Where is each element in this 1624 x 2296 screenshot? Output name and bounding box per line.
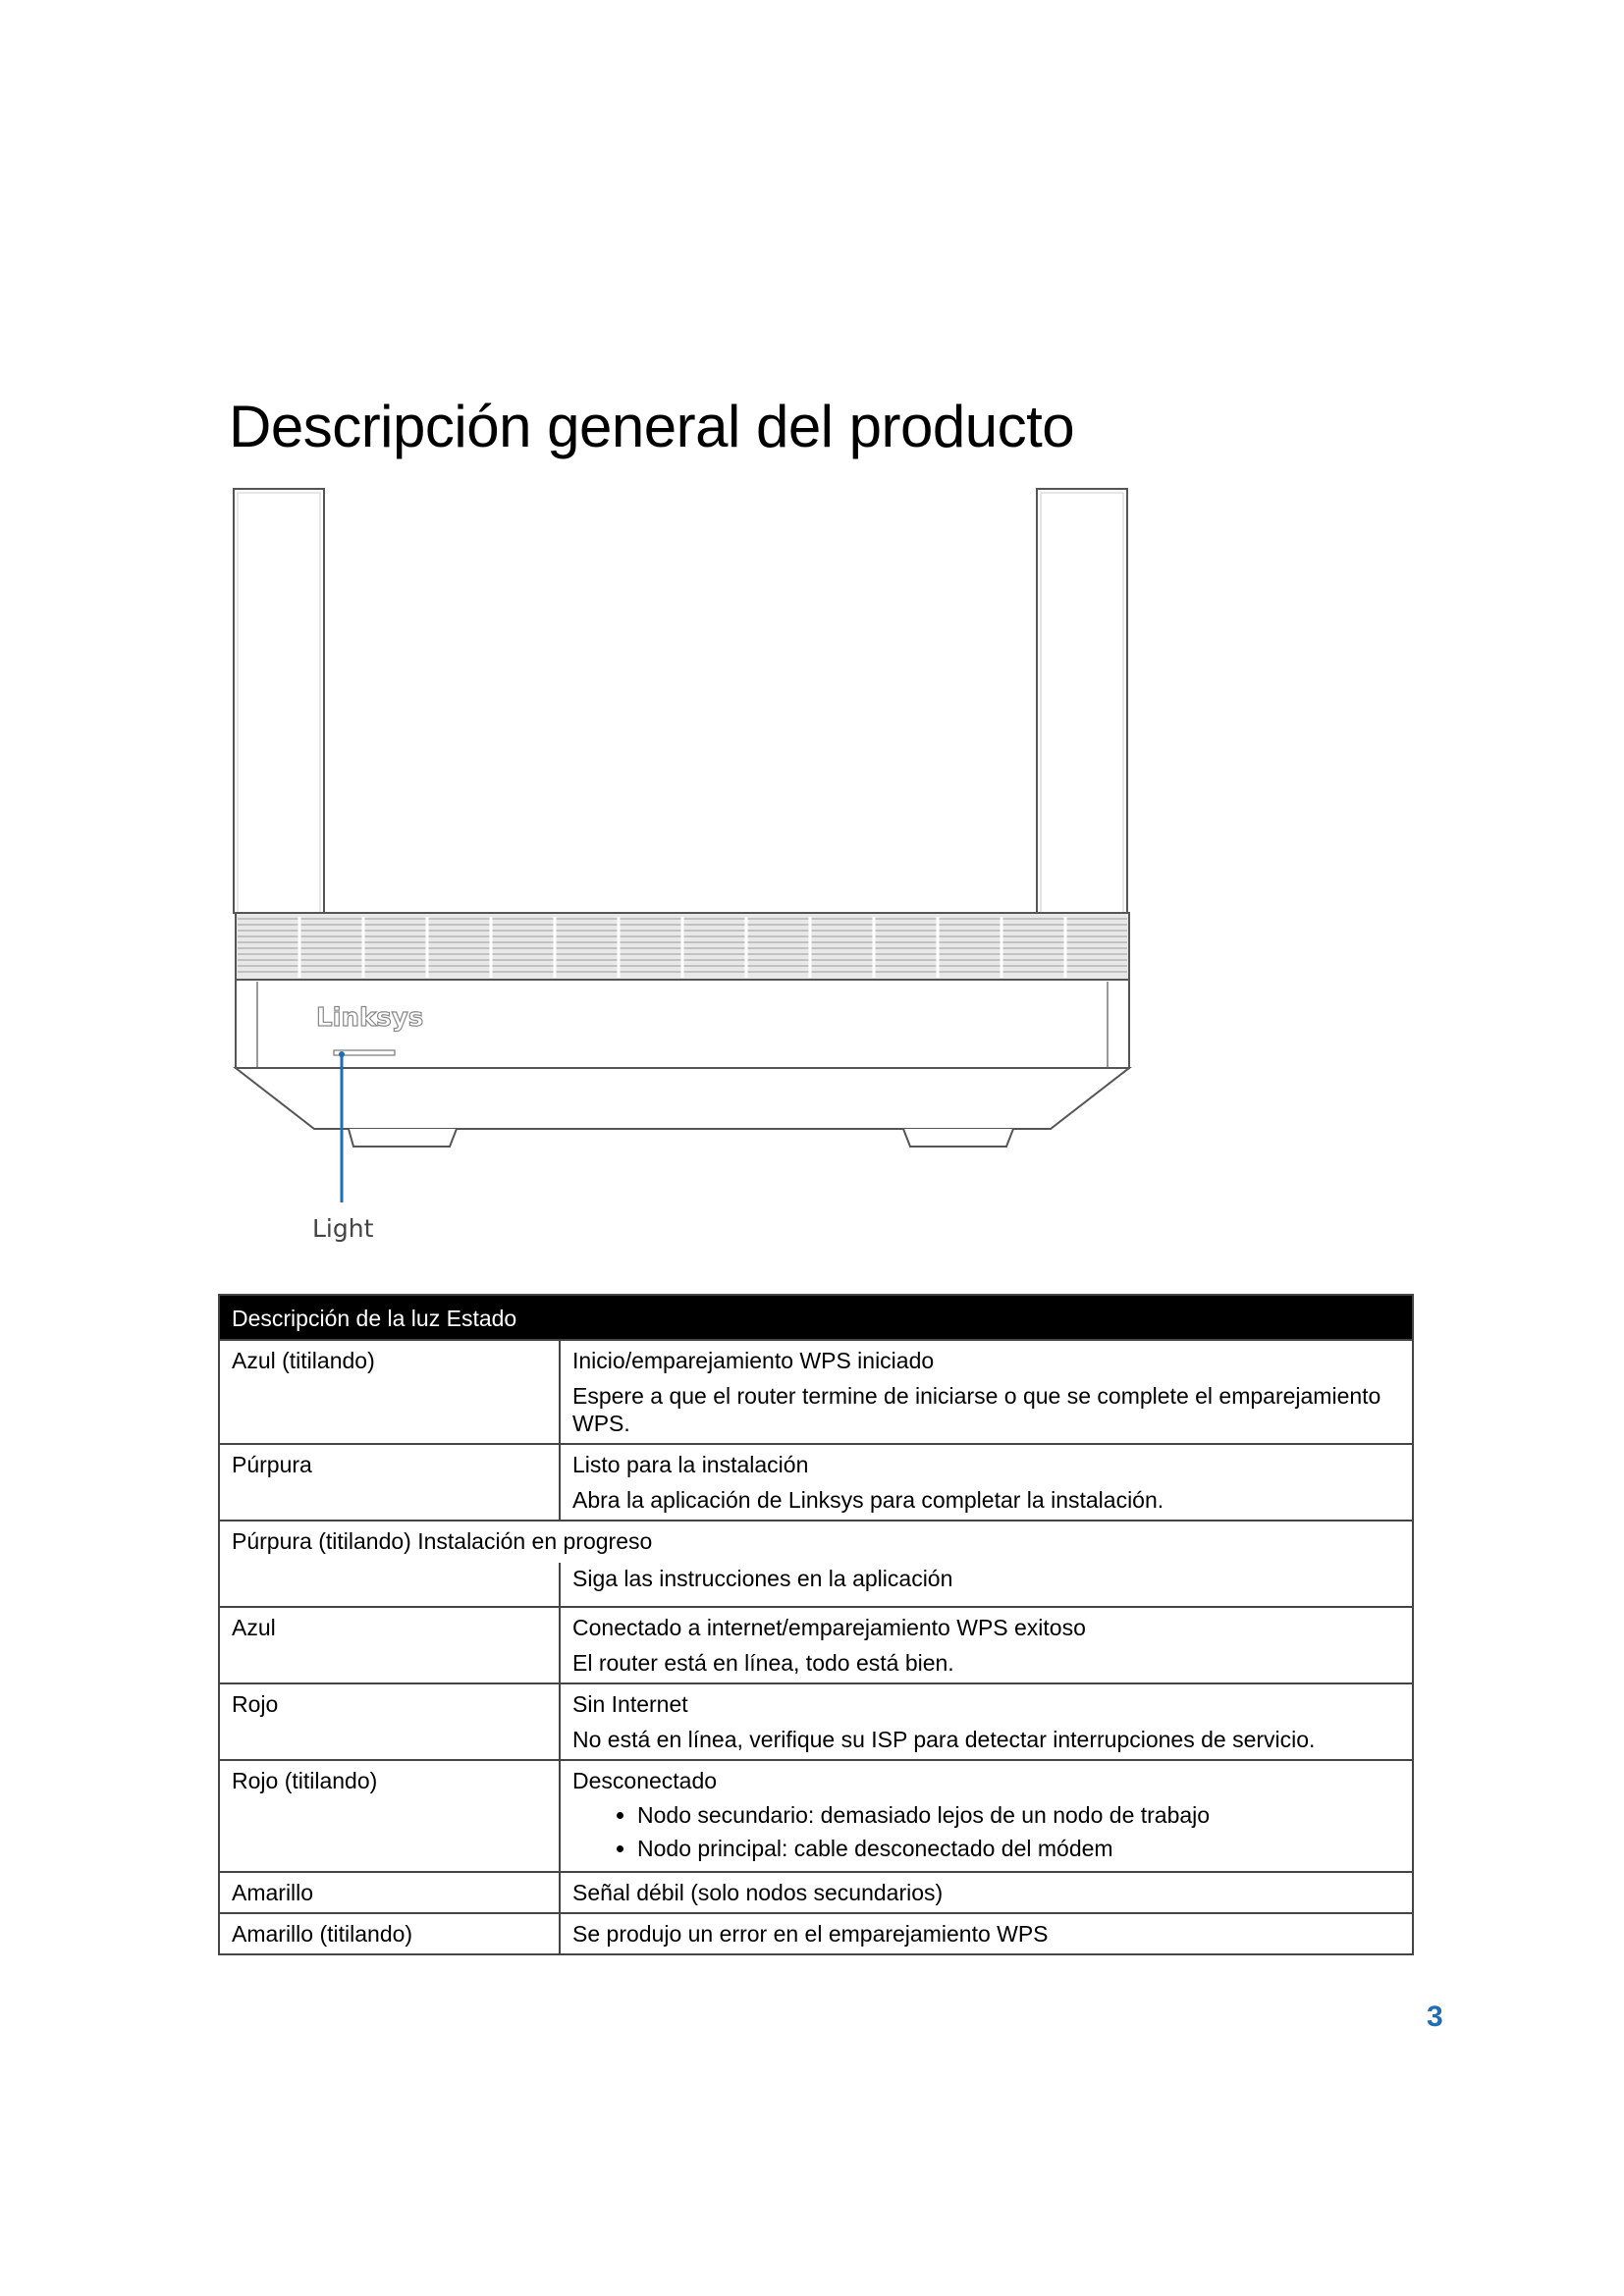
light-detail: Siga las instrucciones en la aplicación xyxy=(572,1566,953,1591)
table-row xyxy=(219,1683,1413,1760)
light-callout-label: Light xyxy=(312,1214,374,1243)
router-base xyxy=(236,1068,1129,1129)
light-description: Azul (titilando) xyxy=(232,1348,375,1373)
bullet-item: • Nodo secundario: demasiado lejos de un nodo de trabajo xyxy=(637,1798,1400,1832)
light-status: Se produjo un error en el emparejamiento WPS xyxy=(572,1921,1049,1947)
light-detail: Abra la aplicación de Linksys para completar la instalación. xyxy=(572,1487,1164,1513)
light-description: Azul xyxy=(232,1615,276,1640)
right-foot xyxy=(903,1129,1013,1147)
left-foot xyxy=(349,1129,457,1147)
table-header: Descripción de la luz Estado xyxy=(219,1295,1413,1340)
light-status: Listo para la instalación xyxy=(572,1452,809,1477)
left-antenna xyxy=(234,489,324,913)
light-detail: Espere a que el router termine de iniciarse o que se complete el emparejamiento WPS. xyxy=(572,1383,1381,1436)
page-number: 3 xyxy=(1427,2001,1443,2033)
light-description: Amarillo (titilando) xyxy=(232,1921,413,1947)
table-row xyxy=(219,1340,1413,1444)
light-description-merged: Púrpura (titilando) Instalación en progreso xyxy=(232,1528,653,1554)
light-status-table xyxy=(218,1294,1414,1955)
light-detail: El router está en línea, todo está bien. xyxy=(572,1650,954,1676)
table-row xyxy=(219,1872,1413,1913)
router-illustration xyxy=(226,481,1139,1247)
light-detail: No está en línea, verifique su ISP para detectar interrupciones de servicio. xyxy=(572,1727,1316,1752)
light-description: Amarillo xyxy=(232,1880,314,1905)
light-status: Sin Internet xyxy=(572,1691,688,1717)
table-row xyxy=(219,1607,1413,1683)
light-description: Púrpura xyxy=(232,1452,312,1477)
light-status: Desconectado xyxy=(572,1768,718,1793)
light-status: Conectado a internet/emparejamiento WPS exitoso xyxy=(572,1615,1086,1640)
brand-logo: Linksys xyxy=(316,1003,424,1033)
right-antenna xyxy=(1037,489,1127,913)
light-status: Inicio/emparejamiento WPS iniciado xyxy=(572,1348,935,1373)
light-description: Rojo (titilando) xyxy=(232,1768,378,1793)
light-description: Rojo xyxy=(232,1691,279,1717)
table-row xyxy=(219,1913,1413,1954)
table-row xyxy=(219,1760,1413,1872)
page-title: Descripción general del producto xyxy=(229,394,1075,459)
bullet-item: • Nodo principal: cable desconectado del módem xyxy=(637,1832,1400,1865)
status-bullets xyxy=(572,1798,1400,1865)
table-row xyxy=(219,1444,1413,1521)
table-row xyxy=(219,1521,1413,1607)
light-status: Señal débil (solo nodos secundarios) xyxy=(572,1880,944,1905)
